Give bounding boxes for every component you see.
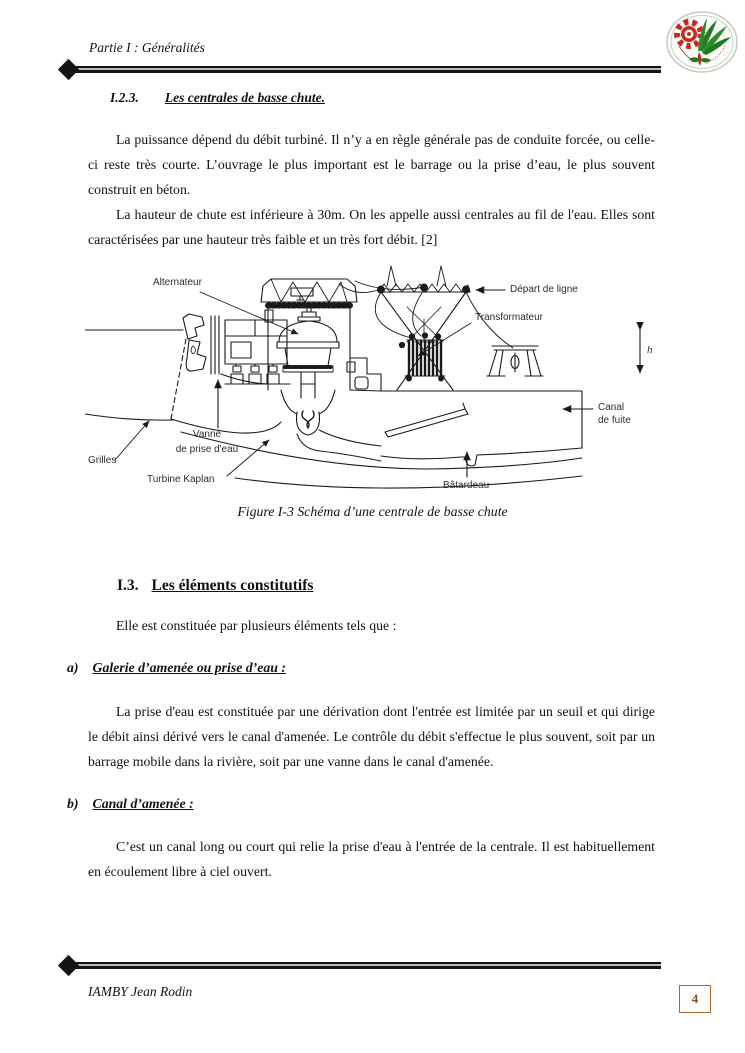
paragraph: La prise d'eau est constituée par une dérivation dont l'entrée est limitée par un seuil et qui dirige le débit ainsi dérivé vers le canal d'amenée. Le contrôle du débit s'effectue le plus souvent, soit par un barrage mobile dans la rivière, soit par une vanne dans le canal d'amenée. [88, 704, 655, 769]
paragraph: C’est un canal long ou court qui relie la prise d'eau à l'entrée de la centrale. Il est habituellement en écoulement libre à ciel ouvert. [88, 839, 655, 879]
label-canal-de-fuite-2: de fuite [598, 415, 631, 426]
figure-caption: Figure I-3 Schéma d’une centrale de basse chute [237, 504, 508, 519]
label-depart-de-ligne: Départ de ligne [510, 284, 578, 295]
label-vanne-1: Vanne [192, 429, 222, 440]
item-a-body [88, 699, 655, 774]
figure-schema-centrale [85, 262, 681, 502]
label-transformateur: Transformateur [475, 312, 543, 323]
section-title: Les éléments constitutifs [151, 577, 314, 594]
section-heading-i23 [110, 90, 325, 106]
section-title: Les centrales de basse chute. [164, 90, 325, 105]
hydro-plant-schematic-drawing [85, 262, 681, 502]
paragraph: La hauteur de chute est inférieure à 30m. On les appelle aussi centrales au fil de l'eau. Elles sont caractérisées par une hauteur très faible et un très fort débit. [2] [88, 207, 655, 247]
diamond-ornament [58, 955, 79, 976]
item-b-body [88, 834, 655, 884]
label-grilles: Grilles [88, 455, 117, 466]
section-number: I.3. [117, 577, 139, 594]
section-i23-body [88, 127, 655, 252]
section-number: I.2.3. [110, 90, 139, 105]
section-heading-i3 [117, 577, 313, 595]
label-vanne-2: de prise d'eau [175, 444, 239, 455]
diamond-ornament [58, 59, 79, 80]
paragraph: La puissance dépend du débit turbiné. Il n’y a en règle générale pas de conduite forcée, ou celle-ci reste très courte. L’ouvrage le plus important est le barrage ou la prise d’eau, le plus souvent construit en béton. [88, 132, 655, 197]
page-number-badge: 4 [679, 985, 711, 1013]
item-heading-a [67, 660, 286, 676]
item-title: Galerie d’amenée ou prise d’eau : [92, 660, 287, 675]
header-rule [64, 66, 661, 73]
section-i3-intro: Elle est constituée par plusieurs éléments tels que : [116, 618, 397, 633]
label-turbine-kaplan: Turbine Kaplan [147, 474, 215, 485]
item-letter: a) [67, 660, 79, 675]
label-canal-de-fuite-1: Canal [598, 402, 625, 413]
label-batardeau: Bâtardeau [443, 480, 490, 491]
item-heading-b [67, 796, 194, 812]
footer-author: IAMBY Jean Rodin [88, 984, 193, 999]
item-letter: b) [67, 796, 79, 811]
header-title: Partie I : Généralités [89, 40, 205, 55]
label-h: h [647, 344, 653, 356]
university-logo-icon [665, 10, 739, 76]
item-title: Canal d’amenée : [92, 796, 194, 811]
footer-rule [64, 962, 661, 969]
label-alternateur: Alternateur [153, 277, 202, 288]
